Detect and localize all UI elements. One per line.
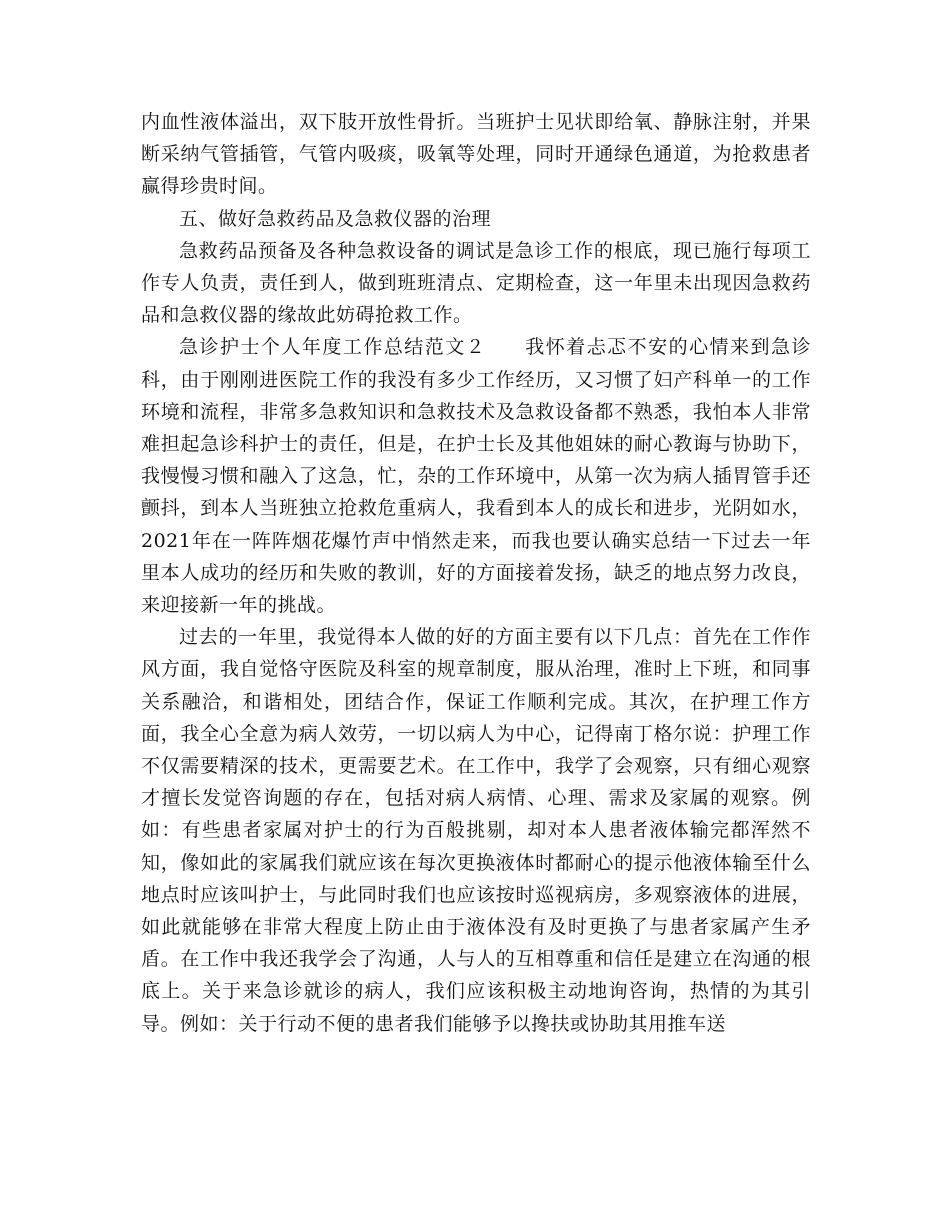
sample-body: 我怀着忐忑不安的心情来到急诊科，由于刚刚进医院工作的我没有多少工作经历，又习惯了妇产科单一的工作环境和流程，非常多急救知识和急救技术及急救设备都不熟悉，我怕本人非常难担起急诊科护士的责任，但是，在护士长及其他姐妹的耐心教诲与协助下，我慢慢习惯和融入了这急，忙，杂的工作环境中，从第一次为病人插胃管手还颤抖，到本人当班独立抢救危重病人，我看到本人的成长和进步，光阴如水，2021年在一阵阵烟花爆竹声中悄然走来，而我也要认确实总结一下过去一年里本人成功的经历和失败的教训，好的方面接着发扬，缺乏的地点努力改良，来迎接新一年的挑战。 bbox=[141, 336, 811, 617]
paragraph-3 bbox=[141, 331, 811, 621]
paragraph-4: 过去的一年里，我觉得本人做的好的方面主要有以下几点：首先在工作作风方面，我自觉恪守医院及科室的规章制度，服从治理，准时上下班，和同事关系融洽，和谐相处，团结合作，保证工作顺利完成。其次，在护理工作方面，我全心全意为病人效劳，一切以病人为中心，记得南丁格尔说：护理工作不仅需要精深的技术，更需要艺术。在工作中，我学了会观察，只有细心观察才擅长发觉咨询题的存在，包括对病人病情、心理、需求及家属的观察。例如：有些患者家属对护士的行为百般挑剔，却对本人患者液体输完都浑然不知，像如此的家属我们就应该在每次更换液体时都耐心的提示他液体输至什么地点时应该叫护士，与此同时我们也应该按时巡视病房，多观察液体的进展，如此就能够在非常大程度上防止由于液体没有及时更换了与患者家属产生矛盾。在工作中我还我学会了沟通，人与人的互相尊重和信任是建立在沟通的根底上。关于来急诊就诊的病人，我们应该积极主动地询咨询，热情的为其引导。例如：关于行动不便的患者我们能够予以搀扶或协助其用推车送 bbox=[141, 626, 811, 1035]
paragraph-2: 急救药品预备及各种急救设备的调试是急诊工作的根底，现已施行每项工作专人负责，责任到人，做到班班清点、定期检查，这一年里未出现因急救药品和急救仪器的缘故此妨碍抢救工作。 bbox=[141, 239, 811, 327]
paragraph-1: 内血性液体溢出，双下肢开放性骨折。当班护士见状即给氧、静脉注射，并果断采纳气管插管，气管内吸痰，吸氧等处理，同时开通绿色通道，为抢救患者赢得珍贵时间。 bbox=[141, 111, 811, 198]
document-body bbox=[141, 106, 811, 1040]
section-heading: 五、做好急救药品及急救仪器的治理 bbox=[179, 207, 492, 230]
sample-title: 急诊护士个人年度工作总结范文２ bbox=[179, 336, 487, 359]
